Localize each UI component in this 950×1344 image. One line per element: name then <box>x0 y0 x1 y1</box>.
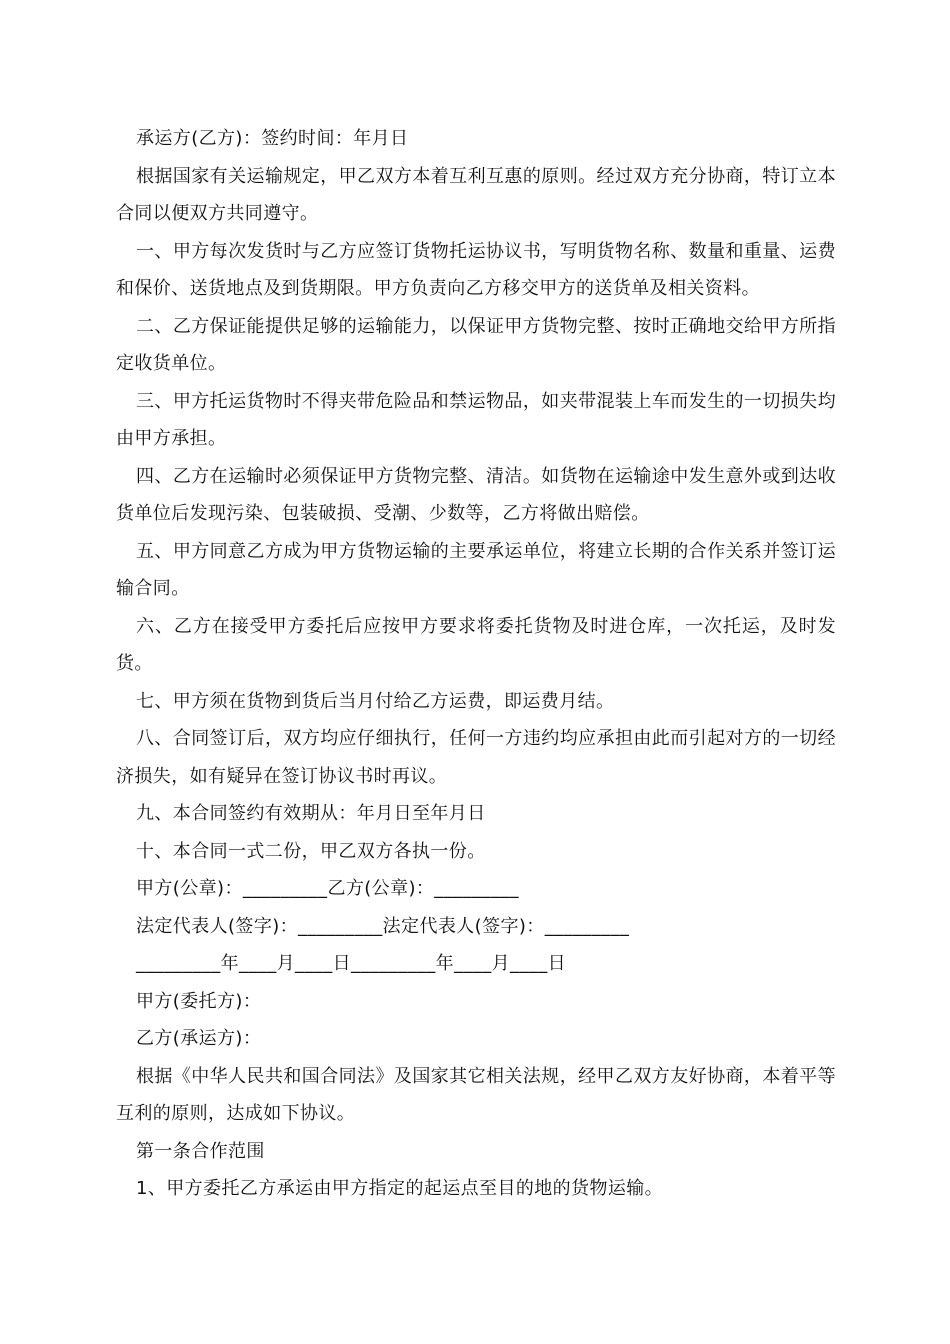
paragraph-clause-3: 三、甲方托运货物时不得夹带危险品和禁运物品，如夹带混装上车而发生的一切损失均由甲方承担。 <box>116 390 836 449</box>
paragraph-clause-6: 六、乙方在接受甲方委托后应按甲方要求将委托货物及时进仓库，一次托运，及时发货。 <box>116 615 836 674</box>
party-b-carrier: 乙方(承运方)： <box>136 1028 262 1049</box>
paragraph-clause-1: 一、甲方每次发货时与乙方应签订货物托运协议书，写明货物名称、数量和重量、运费和保价、送货地点及到货期限。甲方负责向乙方移交甲方的送货单及相关资料。 <box>116 240 836 299</box>
section-heading-article-1: 第一条合作范围 <box>136 1140 265 1162</box>
paragraph-preamble: 根据国家有关运输规定，甲乙双方本着互利互惠的原则。经过双方充分协商，特订立本合同以便双方共同遵守。 <box>116 165 836 224</box>
signature-seal-line: 甲方(公章)：_________乙方(公章)：_________ <box>136 878 519 899</box>
paragraph-clause-8: 八、合同签订后，双方均应仔细执行，任何一方违约均应承担由此而引起对方的一切经济损失，如有疑异在签订协议书时再议。 <box>116 728 836 787</box>
party-a-consignor: 甲方(委托方)： <box>136 990 262 1012</box>
signature-representative-line: 法定代表人(签字)：_________法定代表人(签字)：_________ <box>136 915 630 937</box>
paragraph-clause-10: 十、本合同一式二份，甲乙双方各执一份。 <box>136 840 486 862</box>
paragraph-agreement-preamble: 根据《中华人民共和国合同法》及国家其它相关法规，经甲乙双方友好协商，本着平等互利的原则，达成如下协议。 <box>116 1065 836 1124</box>
paragraph-article-1-item-1: 1、甲方委托乙方承运由甲方指定的起运点至目的地的货物运输。 <box>136 1178 664 1199</box>
paragraph-carrier-party: 承运方(乙方)：签约时间：年月日 <box>136 128 409 149</box>
paragraph-clause-4: 四、乙方在运输时必须保证甲方货物完整、清洁。如货物在运输途中发生意外或到达收货单位后发现污染、包装破损、受潮、少数等，乙方将做出赔偿。 <box>116 465 836 524</box>
paragraph-clause-2: 二、乙方保证能提供足够的运输能力，以保证甲方货物完整、按时正确地交给甲方所指定收货单位。 <box>116 315 836 374</box>
paragraph-clause-7: 七、甲方须在货物到货后当月付给乙方运费，即运费月结。 <box>136 690 615 712</box>
document-body <box>116 120 836 1208</box>
paragraph-clause-9: 九、本合同签约有效期从：年月日至年月日 <box>136 803 486 824</box>
signature-date-line: _________年____月____日_________年____月____日 <box>136 953 566 974</box>
paragraph-clause-5: 五、甲方同意乙方成为甲方货物运输的主要承运单位，将建立长期的合作关系并签订运输合同。 <box>116 540 836 599</box>
